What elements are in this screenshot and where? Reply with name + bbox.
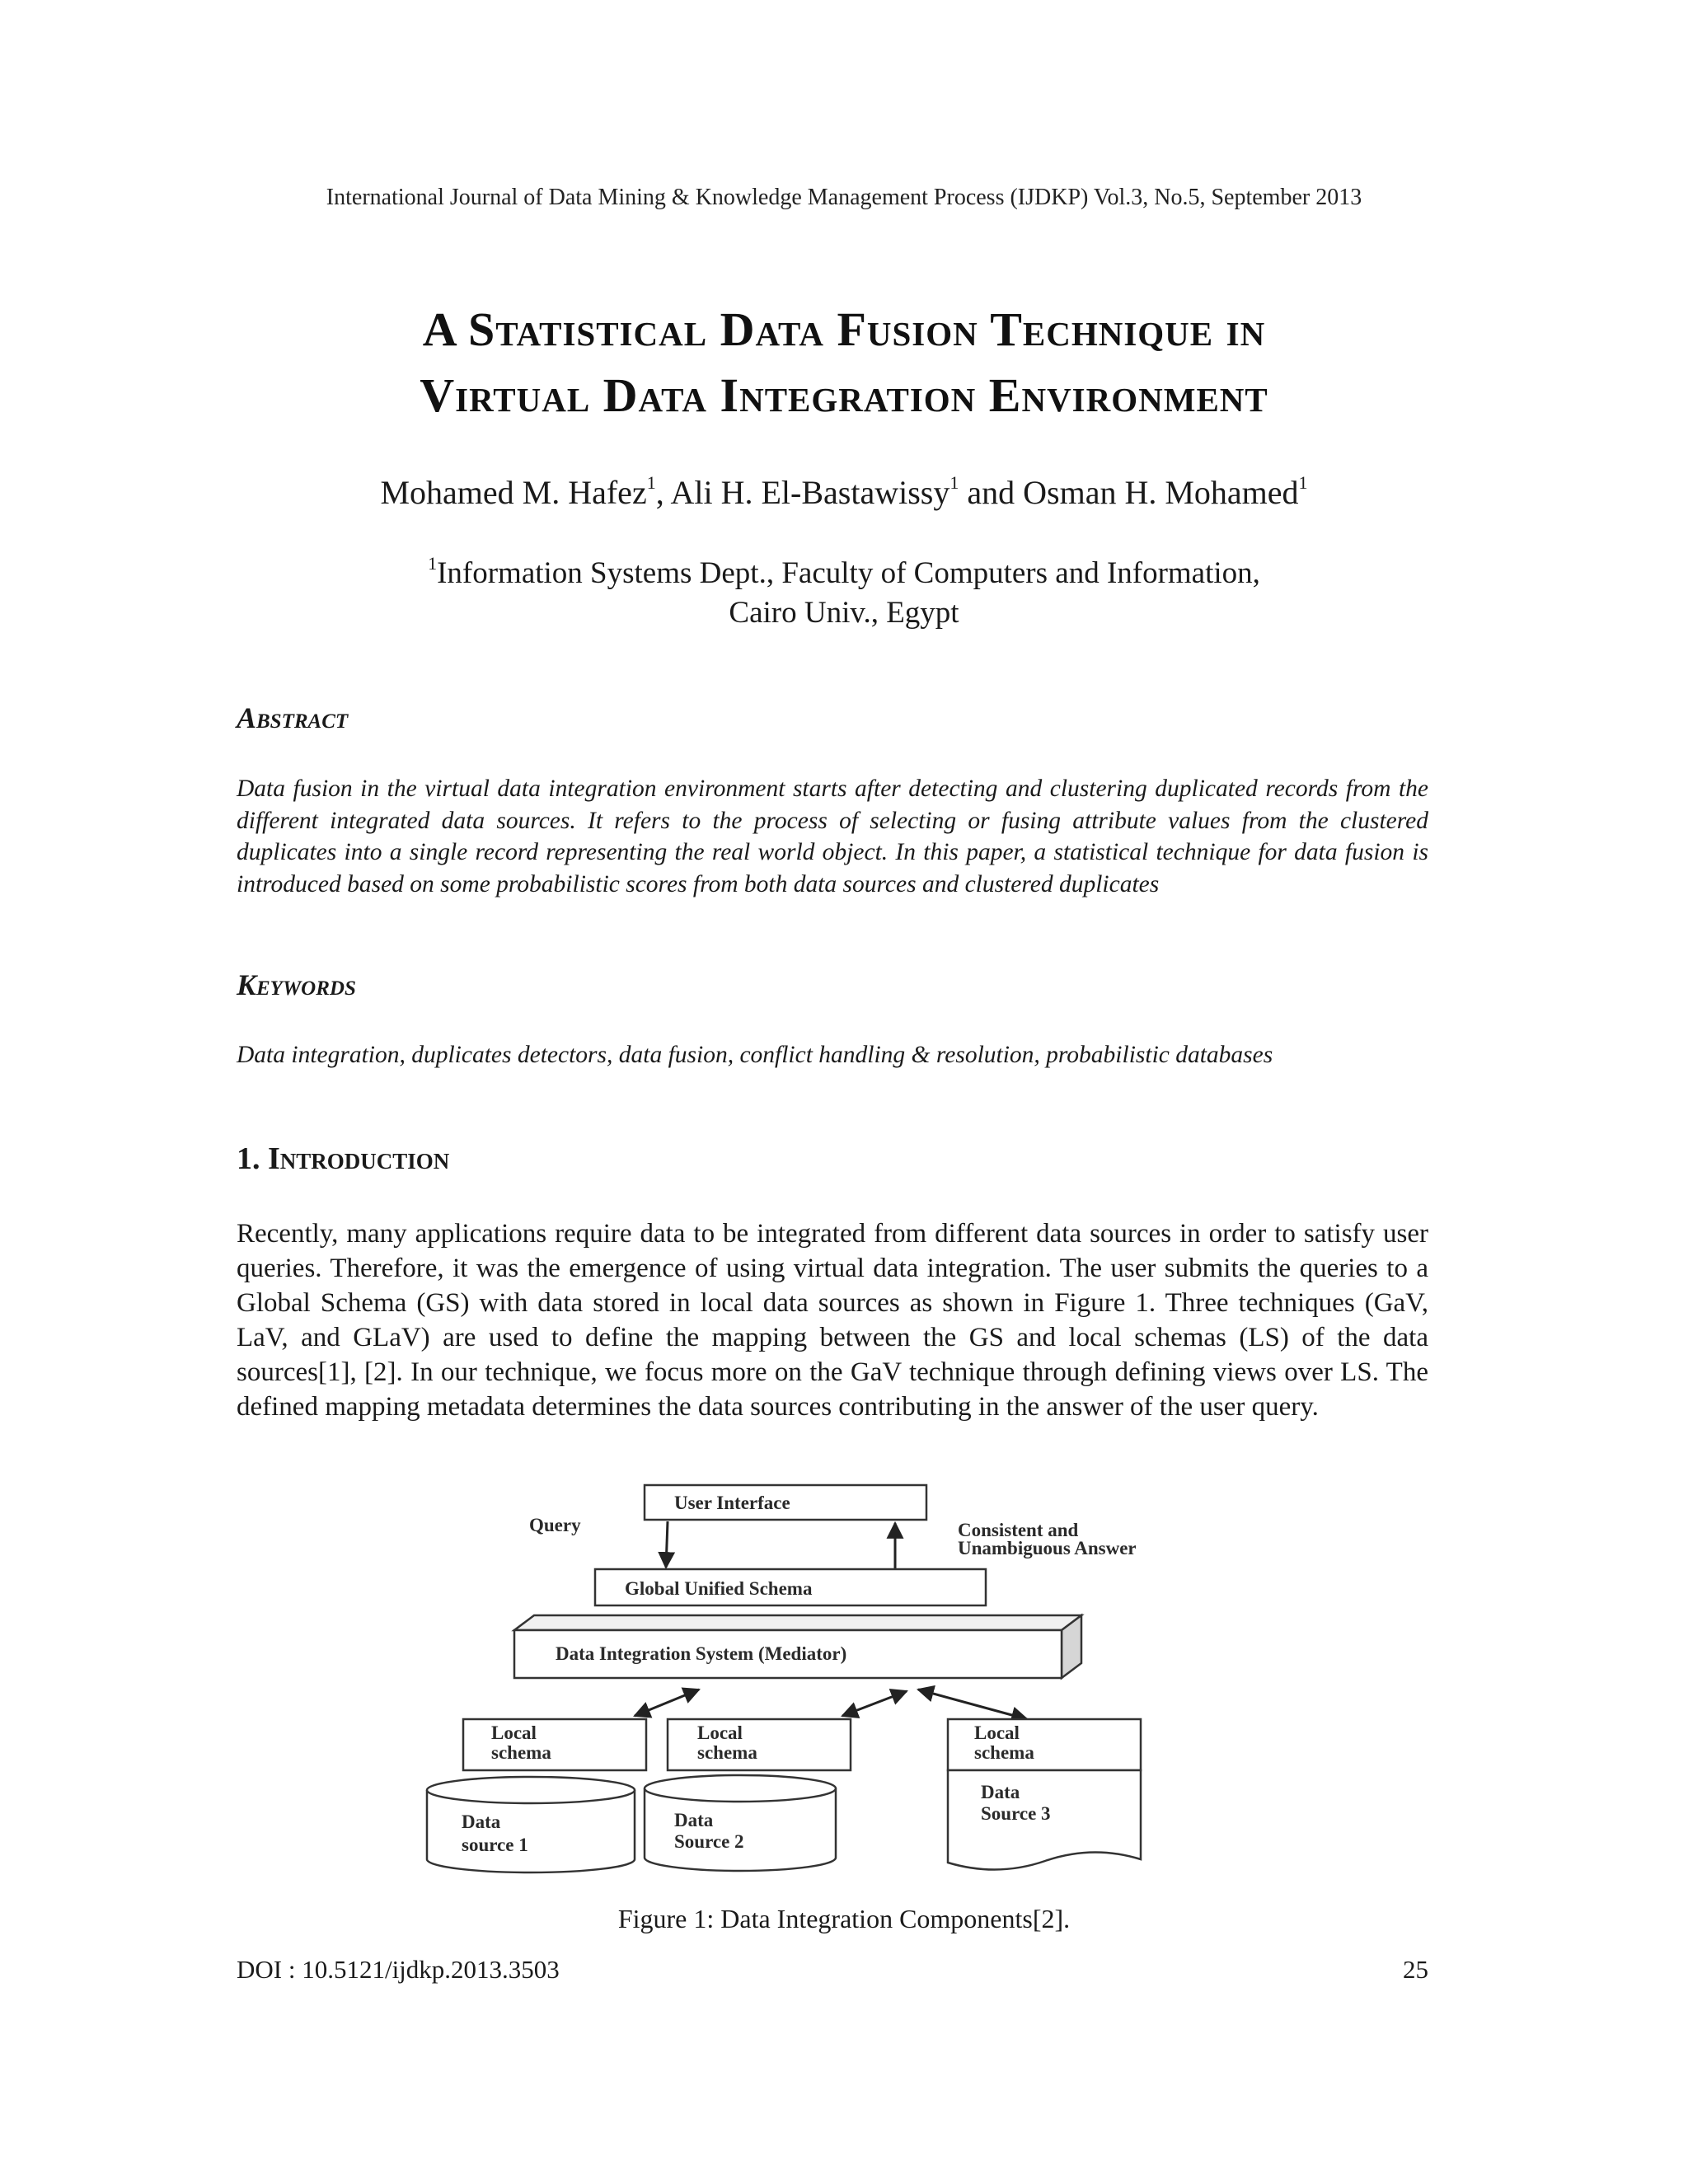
page-number: 25: [1403, 1955, 1428, 1984]
query-arrow: [666, 1521, 668, 1568]
author-3: and Osman H. Mohamed: [959, 474, 1299, 511]
introduction-text: Recently, many applications require data to be integrated from different data sources in order to satisfy user queries. Therefore, it was the emergence of using virtual data integration. The user submits the queries to a Global Schema (GS) with data stored in local data sources as shown in Figure 1. Three techniques (GaV, LaV, and GLaV) are used to define the mapping between the GS and local schemas (LS) of the data sources[1], [2]. In our technique, we focus more on the GaV technique through defining views over LS. The defined mapping metadata determines the data sources contributing in the answer of the user query.: [237, 1219, 1428, 1422]
keywords-heading: Keywords: [237, 968, 356, 1001]
local-schema-3-label-line-1: Local: [974, 1722, 1020, 1743]
local-schema-1-label-line-2: schema: [491, 1742, 551, 1763]
data-source-1-cylinder: [427, 1777, 635, 1872]
data-source-2-label-line-1: Data: [674, 1810, 714, 1830]
doi: DOI : 10.5121/ijdkp.2013.3503: [237, 1955, 560, 1984]
author-2-affil-mark: 1: [950, 472, 959, 493]
global-schema-label: Global Unified Schema: [625, 1578, 813, 1599]
data-source-1-label-line-2: source 1: [462, 1835, 528, 1855]
data-source-3-document: [948, 1770, 1141, 1870]
mediator-box: [514, 1615, 1081, 1678]
local-schema-1-box: [463, 1719, 646, 1770]
user-interface-box: [645, 1485, 926, 1520]
answer-label-line-2: Unambiguous Answer: [958, 1538, 1137, 1558]
abstract-heading: Abstract: [237, 701, 349, 734]
data-source-2-cylinder: [645, 1775, 836, 1871]
local-schema-3-box: [948, 1719, 1141, 1770]
introduction-heading: 1. Introduction: [237, 1141, 450, 1176]
author-1-affil-mark: 1: [646, 472, 656, 493]
local-schema-1-label-line-1: Local: [491, 1722, 537, 1743]
data-source-3-label-line-1: Data: [981, 1782, 1020, 1802]
figure-1-diagram: [412, 1475, 1269, 1887]
mediator-link-1: [635, 1690, 699, 1716]
mediator-label: Data Integration System (Mediator): [556, 1643, 847, 1664]
data-source-2-label-line-2: Source 2: [674, 1831, 744, 1852]
mediator-link-3: [918, 1690, 1027, 1719]
running-head: International Journal of Data Mining & Knowledge Management Process (IJDKP) Vol.3, No.5, September 2013: [326, 185, 1362, 210]
local-schema-2-label-line-1: Local: [697, 1722, 743, 1743]
local-schema-2-box: [668, 1719, 851, 1770]
user-interface-label: User Interface: [674, 1493, 790, 1513]
author-list: [0, 473, 1688, 512]
author-3-affil-mark: 1: [1298, 472, 1308, 493]
global-schema-box: [595, 1569, 986, 1605]
affiliation-line-1: Information Systems Dept., Faculty of Computers and Information,: [437, 556, 1260, 590]
mediator-link-2: [842, 1691, 907, 1716]
affiliation: [0, 554, 1688, 633]
affiliation-line-2: Cairo Univ., Egypt: [729, 596, 959, 630]
answer-label-line-1: Consistent and: [958, 1520, 1079, 1540]
figure-caption: Figure 1: Data Integration Components[2].: [617, 1904, 1071, 1933]
author-2: , Ali H. El-Bastawissy: [655, 474, 950, 511]
title-line-2: Virtual Data Integration Environment: [420, 368, 1268, 422]
title-line-1: A Statistical Data Fusion Technique in: [422, 302, 1266, 356]
paper-title: [165, 297, 1523, 429]
local-schema-2-label-line-2: schema: [697, 1742, 757, 1763]
abstract-text: Data fusion in the virtual data integration environment starts after detecting and clustering duplicated records from the different integrated data sources. It refers to the process of selecting or fusing attribute values from the clustered duplicates into a single record representing the real world object. In this paper, a statistical technique for data fusion is introduced based on some probabilistic scores from both data sources and clustered duplicates: [237, 776, 1428, 898]
keywords-text: Data integration, duplicates detectors, data fusion, conflict handling & resolution, probabilistic databases: [237, 1042, 1273, 1068]
local-schema-3-label-line-2: schema: [974, 1742, 1034, 1763]
data-source-1-label-line-1: Data: [462, 1811, 501, 1832]
author-1: Mohamed M. Hafez: [380, 474, 647, 511]
affiliation-mark: 1: [428, 553, 438, 574]
query-label: Query: [529, 1515, 581, 1535]
data-source-3-label-line-2: Source 3: [981, 1803, 1051, 1824]
